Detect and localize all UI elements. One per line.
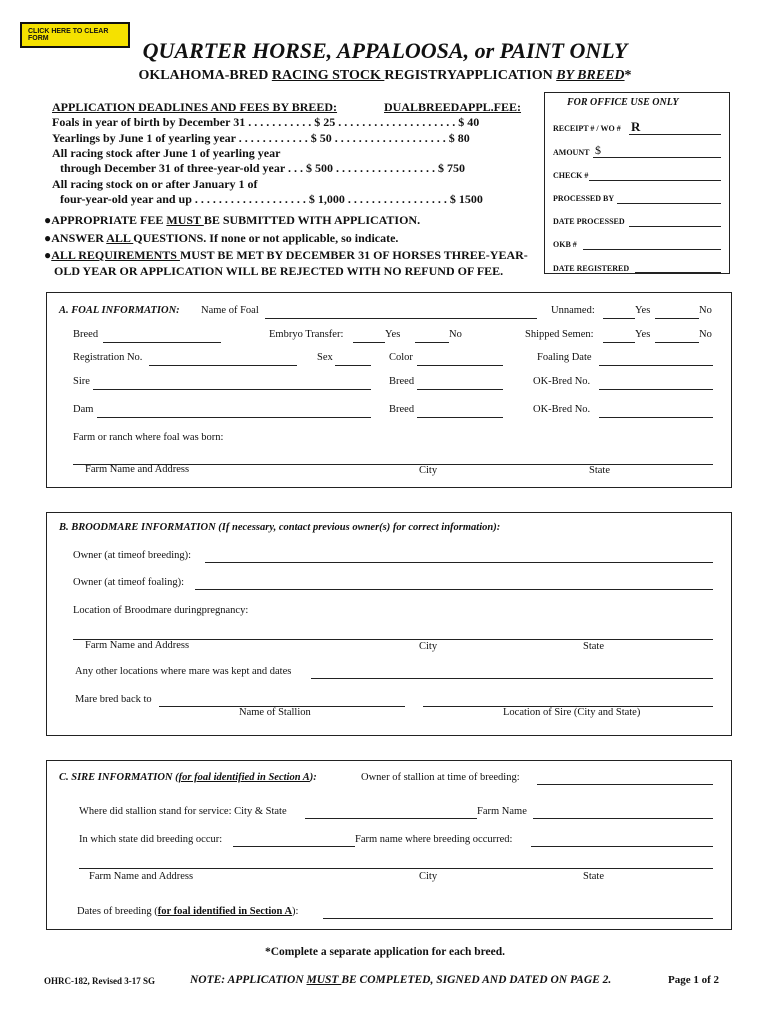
bullet-text: QUESTIONS. If none or not applicable, so indicate.: [133, 231, 399, 245]
bullet-text: OLD YEAR OR APPLICATION WILL BE REJECTED WITH NO REFUND OF FEE.: [54, 264, 504, 278]
farm-name-field[interactable]: [533, 818, 713, 819]
subtitle-part: OKLAHOMA-BRED: [138, 68, 272, 83]
farm-name-caption: Farm Name and Address: [85, 464, 190, 475]
bullet-item: [44, 231, 398, 246]
check-label: CHECK #: [553, 171, 589, 180]
receipt-label: RECEIPT # / WO #: [553, 124, 621, 133]
fee-row: through December 31 of three-year-old year . . . $ 500 . . . . . . . . . . . . . . . . . $ 750: [60, 161, 465, 175]
owner-foaling-label: Owner (at timeof foaling):: [73, 577, 185, 588]
sire-breed-label: Breed: [389, 376, 415, 387]
owner-stallion-label: Owner of stallion at time of breeding:: [361, 772, 520, 783]
bullet-icon: ●: [44, 231, 52, 245]
embryo-no-label: No: [449, 329, 462, 340]
city-caption: City: [419, 641, 438, 652]
bullet-text: BE SUBMITTED WITH APPLICATION.: [203, 213, 421, 227]
check-field[interactable]: [589, 180, 721, 181]
receipt-value: R: [631, 119, 641, 134]
date-processed-field[interactable]: [629, 226, 721, 227]
broodmare-location-label: Location of Broodmare duringpregnancy:: [73, 605, 249, 616]
section-c-title-part: for foal identified in Section A: [178, 772, 310, 783]
sire-ok-bred-field[interactable]: [599, 389, 713, 390]
subtitle-part: REGISTRYAPPLICATION: [384, 68, 557, 83]
section-broodmare-information: [46, 512, 732, 736]
embryo-transfer-label: Embryo Transfer:: [269, 329, 344, 340]
bullet-item: [44, 213, 420, 228]
deadlines-header: APPLICATION DEADLINES AND FEES BY BREED:: [52, 100, 338, 114]
bullet-icon: ●: [44, 213, 52, 227]
shipped-yes-label: Yes: [635, 329, 651, 340]
bullet-text: ANSWER: [51, 231, 107, 245]
other-locations-field[interactable]: [311, 678, 713, 679]
sire-field[interactable]: [93, 389, 371, 390]
state-caption: State: [583, 871, 604, 882]
completion-note-part: NOTE: APPLICATION: [190, 974, 307, 986]
completion-note-part: MUST: [306, 974, 342, 986]
bullet-text: MUST: [166, 213, 204, 227]
dual-breed-header: DUALBREEDAPPL.FEE:: [384, 100, 522, 114]
form-id: OHRC-182, Revised 3-17 SG: [44, 976, 155, 986]
farm-name-caption: Farm Name and Address: [85, 640, 190, 651]
section-sire-information: [46, 760, 732, 930]
sire-label: Sire: [73, 376, 90, 387]
owner-stallion-field[interactable]: [537, 784, 713, 785]
bullet-text: APPROPRIATE FEE: [51, 213, 167, 227]
embryo-no-field[interactable]: [415, 342, 449, 343]
page-subtitle: [0, 68, 770, 84]
page-title: QUARTER HORSE, APPALOOSA, or PAINT ONLY: [142, 38, 628, 63]
name-of-foal-label: Name of Foal: [201, 305, 259, 316]
color-field[interactable]: [417, 365, 503, 366]
processed-by-field[interactable]: [617, 203, 721, 204]
shipped-semen-label: Shipped Semen:: [525, 329, 594, 340]
section-c-title-part: C. SIRE INFORMATION (: [59, 772, 179, 783]
foaling-date-label: Foaling Date: [537, 352, 592, 363]
section-c-title: [59, 772, 317, 783]
sex-field[interactable]: [335, 365, 371, 366]
stallion-name-caption: Name of Stallion: [239, 707, 311, 718]
registration-label: Registration No.: [73, 352, 143, 363]
breeding-dates-label: [77, 906, 298, 917]
breed-field[interactable]: [103, 342, 221, 343]
farm-born-label: Farm or ranch where foal was born:: [73, 432, 224, 443]
page-number: Page 1 of 2: [668, 974, 720, 986]
date-processed-label: DATE PROCESSED: [553, 217, 625, 226]
separate-application-note: *Complete a separate application for each breed.: [264, 946, 506, 958]
office-use-title: FOR OFFICE USE ONLY: [567, 97, 679, 108]
unnamed-yes-label: Yes: [635, 305, 651, 316]
bullet-text: MUST BE MET BY DECEMBER 31 OF HORSES THREE-YEAR-: [179, 248, 528, 262]
unnamed-label: Unnamed:: [551, 305, 595, 316]
state-caption: State: [583, 641, 604, 652]
unnamed-no-field[interactable]: [655, 318, 699, 319]
other-locations-label: Any other locations where mare was kept and dates: [75, 666, 292, 677]
owner-breeding-label: Owner (at timeof breeding):: [73, 550, 192, 561]
date-registered-field[interactable]: [635, 272, 721, 273]
dam-label: Dam: [73, 404, 94, 415]
breeding-state-label: In which state did breeding occur:: [79, 834, 223, 845]
shipped-yes-field[interactable]: [603, 342, 635, 343]
okb-field[interactable]: [583, 249, 721, 250]
color-label: Color: [389, 352, 413, 363]
bullet-text: ALL REQUIREMENTS: [51, 248, 180, 262]
dam-ok-bred-label: OK-Bred No.: [533, 404, 591, 415]
breeding-dates-field[interactable]: [323, 918, 713, 919]
stallion-stand-label: Where did stallion stand for service: City & State: [79, 806, 287, 817]
amount-field[interactable]: [593, 157, 721, 158]
fee-row: All racing stock after June 1 of yearling year: [52, 146, 281, 160]
fee-row: All racing stock on or after January 1 of: [52, 177, 258, 191]
stallion-stand-field[interactable]: [305, 818, 477, 819]
fee-row: Yearlings by June 1 of yearling year . . . . . . . . . . . . $ 50 . . . . . . . . . . . . . . . . . . . $ 80: [52, 131, 470, 145]
owner-foaling-field[interactable]: [195, 589, 713, 590]
completion-note: [190, 974, 611, 986]
section-c-title-part: ):: [309, 772, 317, 783]
dam-ok-bred-field[interactable]: [599, 417, 713, 418]
shipped-no-label: No: [699, 329, 712, 340]
section-foal-information: [46, 292, 732, 488]
subtitle-part: RACING STOCK: [271, 68, 385, 83]
breeding-dates-part: Dates of breeding (: [77, 906, 158, 917]
unnamed-yes-field[interactable]: [603, 318, 635, 319]
fee-row: Foals in year of birth by December 31 . . . . . . . . . . . $ 25 . . . . . . . . . . . . . . . . . . . . $ 40: [52, 115, 480, 129]
breed-label: Breed: [73, 329, 99, 340]
mare-bred-back-label: Mare bred back to: [75, 694, 152, 705]
sire-ok-bred-label: OK-Bred No.: [533, 376, 591, 387]
breeding-dates-part: ):: [292, 906, 299, 917]
bullet-text: ALL: [106, 231, 134, 245]
subtitle-part: *: [624, 68, 632, 83]
city-caption: City: [419, 871, 438, 882]
sire-location-caption: Location of Sire (City and State): [503, 707, 641, 718]
embryo-yes-field[interactable]: [353, 342, 385, 343]
okb-label: OKB #: [553, 240, 577, 249]
name-of-foal-field[interactable]: [265, 318, 537, 319]
date-registered-label: DATE REGISTERED: [553, 264, 630, 273]
owner-breeding-field[interactable]: [205, 562, 713, 563]
amount-label: AMOUNT: [553, 148, 590, 157]
registration-field[interactable]: [149, 365, 297, 366]
breeding-farm-label: Farm name where breeding occurred:: [355, 834, 513, 845]
state-caption: State: [589, 465, 610, 476]
section-a-title: A. FOAL INFORMATION:: [59, 305, 180, 316]
embryo-yes-label: Yes: [385, 329, 401, 340]
receipt-field[interactable]: [629, 134, 721, 135]
farm-address-field[interactable]: [79, 868, 713, 869]
office-use-box: [544, 92, 730, 274]
unnamed-no-label: No: [699, 305, 712, 316]
foaling-date-field[interactable]: [599, 365, 713, 366]
farm-name-label: Farm Name: [477, 806, 527, 817]
section-b-title: B. BROODMARE INFORMATION (If necessary, contact previous owner(s) for correct information):: [59, 522, 501, 533]
fee-row: four-year-old year and up . . . . . . . . . . . . . . . . . . . $ 1,000 . . . . . . . . . . . . . . . . . $ 1500: [60, 192, 483, 206]
breeding-state-field[interactable]: [233, 846, 355, 847]
sire-breed-field[interactable]: [417, 389, 503, 390]
breeding-dates-part: for foal identified in Section A: [157, 906, 293, 917]
dam-breed-field[interactable]: [417, 417, 503, 418]
amount-value: $: [595, 143, 601, 157]
dam-field[interactable]: [97, 417, 371, 418]
sex-label: Sex: [317, 352, 333, 363]
processed-by-label: PROCESSED BY: [553, 194, 615, 203]
city-caption: City: [419, 465, 438, 476]
completion-note-part: BE COMPLETED, SIGNED AND DATED ON PAGE 2.: [341, 974, 612, 986]
farm-name-caption: Farm Name and Address: [89, 871, 194, 882]
bullet-item: [44, 248, 528, 263]
subtitle-part: BY BREED: [556, 68, 625, 83]
shipped-no-field[interactable]: [655, 342, 699, 343]
bullet-icon: ●: [44, 248, 52, 262]
breeding-farm-field[interactable]: [531, 846, 713, 847]
clear-form-button[interactable]: CLICK HERE TO CLEAR FORM: [20, 22, 130, 48]
dam-breed-label: Breed: [389, 404, 415, 415]
